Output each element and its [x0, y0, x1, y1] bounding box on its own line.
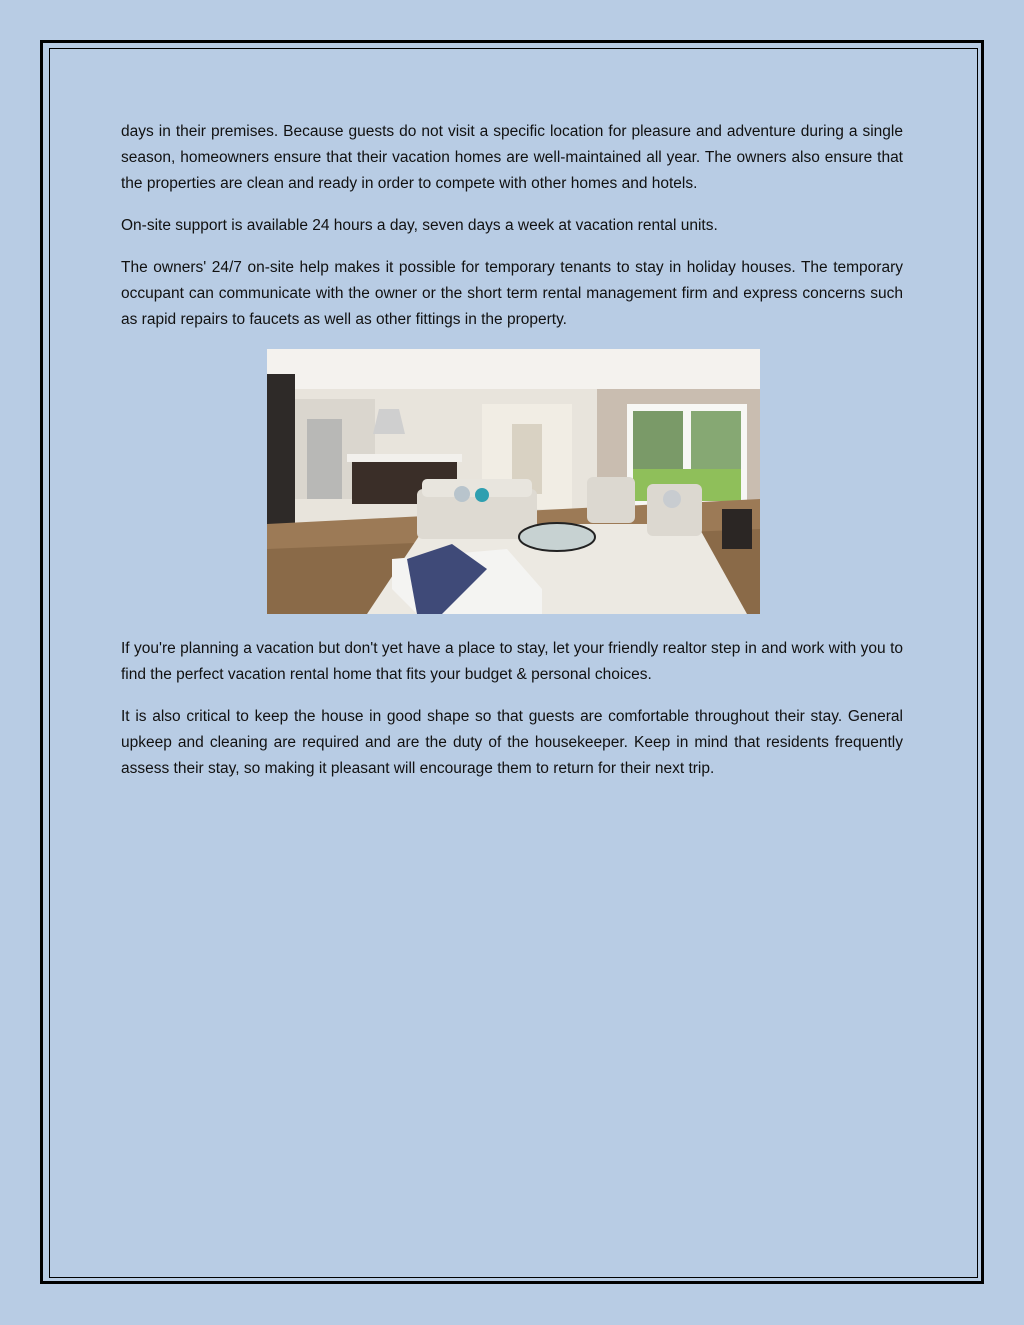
paragraph-3: The owners' 24/7 on-site help makes it possible for temporary tenants to stay in holiday houses. The temporary occupant can communicate with the owner or the short term rental management firm and express concerns such as rapid repairs to faucets as well as other fittings in the property. [121, 259, 903, 328]
paragraph-5: It is also critical to keep the house in good shape so that guests are comfortable throughout their stay. General upkeep and cleaning are required and are the duty of the housekeeper. Keep in mind that residents frequently assess their stay, so making it pleasant will encourage them to return for their next trip. [121, 708, 903, 777]
document-body [121, 119, 903, 798]
paragraph-1: days in their premises. Because guests do not visit a specific location for pleasure and adventure during a single season, homeowners ensure that their vacation homes are well-maintained all year. The owners also ensure that the properties are clean and ready in order to compete with other homes and hotels. [121, 123, 903, 192]
paragraph-2: On-site support is available 24 hours a day, seven days a week at vacation rental units. [121, 217, 718, 234]
living-room-photo [267, 349, 760, 614]
paragraph-4: If you're planning a vacation but don't yet have a place to stay, let your friendly realtor step in and work with you to find the perfect vacation rental home that fits your budget & personal choices. [121, 640, 903, 683]
